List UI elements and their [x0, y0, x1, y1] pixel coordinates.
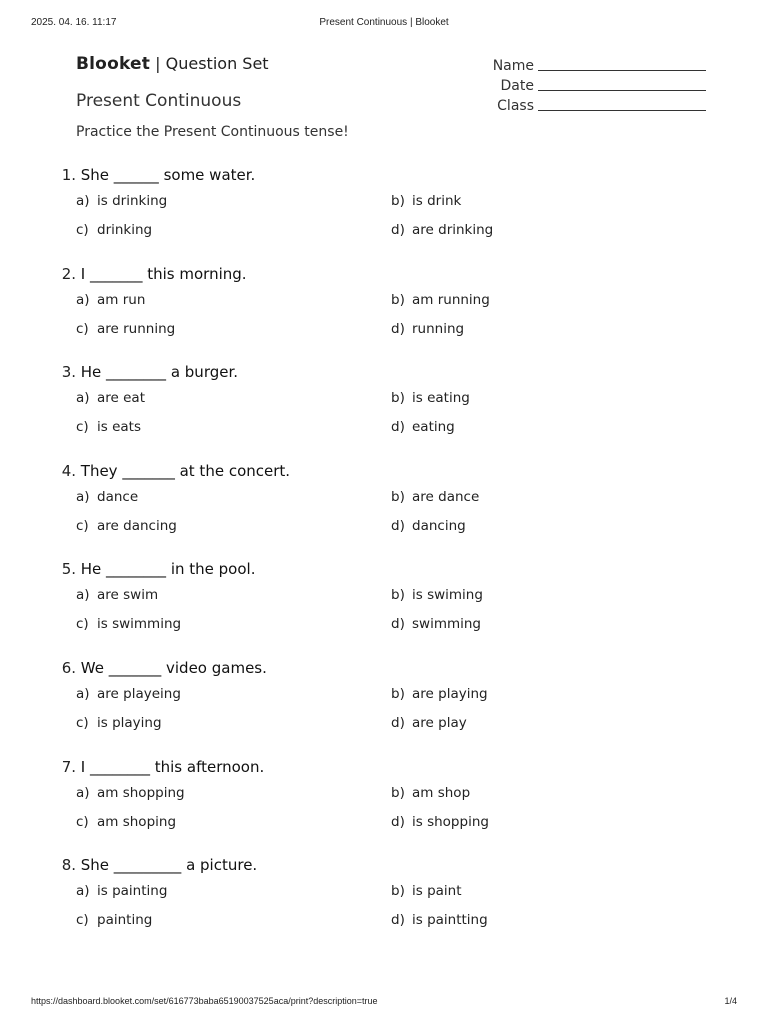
option-d — [391, 419, 455, 435]
option-text: are playing — [412, 685, 488, 702]
option-key: d) — [391, 912, 405, 929]
question-text: She _________ a picture. — [80, 856, 258, 875]
print-header — [31, 17, 737, 31]
option-text: is paintting — [412, 912, 488, 929]
option-key: b) — [391, 488, 405, 505]
question-list — [54, 166, 714, 955]
option-d — [391, 616, 481, 632]
class-field — [466, 94, 706, 114]
option-d — [391, 715, 467, 731]
option-key: d) — [391, 616, 405, 633]
page-number: 1/4 — [724, 996, 737, 1006]
option-text: are swim — [97, 587, 159, 604]
question-heading — [54, 758, 264, 778]
option-key: b) — [391, 685, 405, 702]
option-c — [76, 419, 141, 435]
document-title: Present Continuous — [76, 91, 242, 111]
option-a — [76, 390, 145, 406]
class-label: Class — [497, 98, 534, 114]
question-text: He ________ in the pool. — [80, 560, 256, 579]
option-b — [391, 587, 483, 603]
option-key: a) — [76, 883, 90, 900]
option-text: is drinking — [97, 193, 168, 209]
option-key: b) — [391, 587, 405, 604]
option-text: eating — [412, 419, 455, 436]
option-text: drinking — [97, 222, 153, 238]
question-heading — [54, 856, 257, 876]
question-number: 8. — [61, 856, 76, 875]
option-b — [391, 292, 490, 308]
option-key: d) — [391, 714, 405, 731]
student-info-fields — [466, 54, 706, 114]
question-heading — [54, 659, 267, 679]
option-key: c) — [76, 517, 89, 534]
question-heading — [54, 166, 255, 186]
question-6 — [54, 659, 714, 758]
option-text: is eats — [97, 419, 141, 436]
option-text: is shopping — [412, 813, 489, 830]
option-b — [391, 686, 488, 702]
option-key: c) — [76, 222, 89, 238]
document-description: Practice the Present Continuous tense! — [76, 124, 349, 140]
question-heading — [54, 560, 255, 580]
question-text: He ________ a burger. — [80, 363, 239, 382]
option-key: a) — [76, 291, 90, 308]
option-text: am run — [97, 291, 146, 308]
option-key: b) — [391, 784, 405, 801]
option-key: a) — [76, 193, 90, 209]
question-1 — [54, 166, 714, 265]
option-d — [391, 222, 493, 238]
option-key: a) — [76, 488, 90, 505]
question-number: 6. — [61, 658, 76, 677]
question-heading — [54, 462, 290, 482]
option-d — [391, 912, 488, 928]
option-d — [391, 518, 466, 534]
option-text: is eating — [412, 390, 470, 407]
option-key: a) — [76, 587, 90, 604]
option-key: c) — [76, 912, 89, 929]
option-text: is paint — [412, 883, 462, 900]
option-text: are drinking — [412, 222, 494, 238]
brand-line — [76, 54, 269, 74]
blooket-logo: Blooket — [76, 54, 151, 74]
option-c — [76, 222, 152, 238]
option-key: c) — [76, 813, 89, 830]
date-label: Date — [500, 78, 534, 94]
question-text: I ________ this afternoon. — [80, 757, 265, 776]
option-text: is swimming — [97, 616, 182, 633]
option-b — [391, 193, 461, 209]
option-text: is playing — [97, 714, 162, 731]
option-key: a) — [76, 685, 90, 702]
print-page-title: Present Continuous | Blooket — [319, 17, 449, 28]
brand-separator: | — [155, 54, 161, 73]
option-text: are playeing — [97, 685, 181, 702]
print-url: https://dashboard.blooket.com/set/616773baba65190037525aca/print?description=true — [31, 996, 378, 1006]
option-key: b) — [391, 883, 405, 900]
option-key: d) — [391, 419, 405, 436]
option-c — [76, 814, 176, 830]
option-b — [391, 785, 470, 801]
option-text: dance — [97, 488, 139, 505]
question-7 — [54, 758, 714, 857]
option-b — [391, 883, 462, 899]
option-a — [76, 193, 167, 209]
option-text: are dance — [412, 488, 480, 505]
brand-subtitle: Question Set — [165, 54, 269, 73]
option-c — [76, 715, 162, 731]
option-c — [76, 321, 175, 337]
option-c — [76, 616, 181, 632]
question-text: They _______ at the concert. — [80, 461, 291, 480]
question-number: 1. — [61, 166, 76, 184]
print-footer — [31, 996, 737, 1010]
question-number: 7. — [61, 757, 76, 776]
option-a — [76, 883, 167, 899]
question-4 — [54, 462, 714, 561]
option-text: swimming — [412, 616, 482, 633]
option-text: am shop — [412, 784, 471, 801]
option-key: a) — [76, 390, 90, 407]
option-a — [76, 292, 145, 308]
option-text: am shopping — [97, 784, 185, 801]
question-8 — [54, 856, 714, 955]
option-a — [76, 587, 158, 603]
option-key: d) — [391, 813, 405, 830]
option-text: is drink — [412, 193, 462, 209]
question-number: 3. — [61, 363, 76, 382]
question-heading — [54, 363, 238, 383]
option-c — [76, 518, 177, 534]
option-key: c) — [76, 419, 89, 436]
option-text: are eat — [97, 390, 145, 407]
option-a — [76, 489, 138, 505]
option-text: are play — [412, 714, 467, 731]
option-key: a) — [76, 784, 90, 801]
option-key: c) — [76, 320, 89, 337]
question-text: I _______ this morning. — [80, 264, 247, 283]
question-2 — [54, 265, 714, 364]
question-number: 4. — [61, 461, 76, 480]
print-timestamp: 2025. 04. 16. 11:17 — [31, 17, 117, 28]
option-text: dancing — [412, 517, 466, 534]
option-key: c) — [76, 714, 89, 731]
option-c — [76, 912, 152, 928]
question-number: 5. — [61, 560, 76, 579]
option-d — [391, 814, 489, 830]
date-field — [466, 74, 706, 94]
question-heading — [54, 265, 247, 285]
class-blank-line — [538, 110, 706, 111]
option-key: b) — [391, 193, 405, 209]
name-field — [466, 54, 706, 74]
option-text: painting — [97, 912, 153, 929]
date-blank-line — [538, 90, 706, 91]
option-a — [76, 686, 181, 702]
option-text: is swiming — [412, 587, 483, 604]
option-text: is painting — [97, 883, 168, 900]
question-5 — [54, 560, 714, 659]
option-key: b) — [391, 390, 405, 407]
option-text: are running — [97, 320, 176, 337]
option-a — [76, 785, 185, 801]
option-b — [391, 390, 470, 406]
question-number: 2. — [61, 264, 76, 283]
option-d — [391, 321, 464, 337]
question-text: We _______ video games. — [80, 658, 267, 677]
option-key: d) — [391, 517, 405, 534]
option-key: b) — [391, 291, 405, 308]
name-label: Name — [492, 58, 534, 74]
option-text: running — [412, 320, 465, 337]
option-b — [391, 489, 479, 505]
question-text: She ______ some water. — [80, 166, 256, 184]
option-text: am shoping — [97, 813, 177, 830]
option-key: c) — [76, 616, 89, 633]
option-key: d) — [391, 320, 405, 337]
option-key: d) — [391, 222, 405, 238]
option-text: are dancing — [97, 517, 177, 534]
question-3 — [54, 363, 714, 462]
option-text: am running — [412, 291, 490, 308]
name-blank-line — [538, 70, 706, 71]
